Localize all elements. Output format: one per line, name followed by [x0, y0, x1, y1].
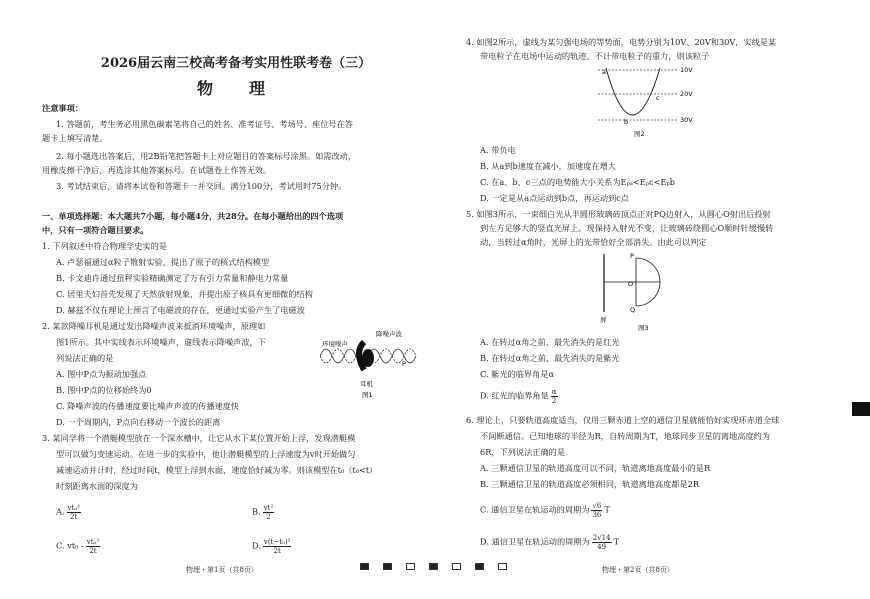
q1-option-a: A. 卢瑟福通过α粒子散射实验，提出了原子的核式结构模型	[56, 257, 270, 267]
fig2-label-20v: 20V	[680, 90, 693, 98]
q6-stem: 不间断通信。已知地球的半径为R，自转周期为T，地球同步卫星的离地高度约为	[480, 431, 771, 441]
fig1-label-ambient: 环境噪声	[322, 340, 348, 348]
q2-option-d: D. 一个周期内，P点向右移动一个波长的距离	[56, 417, 221, 427]
q2-stem: 图1所示。其中实线表示环境噪声，虚线表示降噪声波，下	[56, 337, 266, 347]
fig1-label-p: P	[402, 360, 406, 368]
q4-option-c: C. 在a、b、c三点的电势能大小关系为Eₚₐ<Eₚc<Eₚb	[480, 177, 675, 187]
fig1-label-earphone: 耳机	[360, 380, 373, 388]
right-page	[466, 0, 838, 599]
q3-option-b: B. $\frac{\text{vt²}}{2}$	[252, 504, 274, 521]
q5-stem: 5. 如图3所示，一束细白光从半圆形玻璃砖顶点正对PQ边射入，从圆心O射出后投射	[466, 209, 771, 219]
notice-line: 1. 答题前，考生务必用黑色碳素笔将自己的姓名、准考证号、考场号、座位号在答	[56, 119, 353, 129]
q1-stem: 1. 下列叙述中符合物理学史实的是	[42, 241, 168, 251]
q3-stem: 时刻距离水面的深度为	[56, 481, 138, 491]
q6-option-d: D. 通信卫星在轨运动的周期为 $\frac{2√14}{49}$ T	[480, 534, 620, 551]
q3-stem: 3. 某同学将一个潜艇模型放在一个深水槽中，让它从水下某位置开始上浮，发现潜艇模	[42, 433, 356, 443]
q3-stem: 减速运动并计时，经过时间t，模型上浮到水面，速度恰好减为零。则该模型在t₀（t₀<t）	[56, 465, 378, 475]
q2-stem: 2. 某款降噪耳机是通过发出降噪声波来抵消环境噪声，原理如	[42, 321, 266, 331]
q3-stem: 型可以做匀变速运动。在进一步的实验中，他让潜艇模型的上浮速度为v时开始做匀	[56, 449, 356, 459]
q5-stem: 到左方足够大的竖直光屏上。现保持入射光不变，让玻璃砖绕圆心O顺时针缓慢转	[480, 223, 774, 233]
q6-option-c: C. 通信卫星在轨运动的周期为 $\frac{√6}{36}$ T	[480, 502, 610, 519]
subject-title: 物 理	[196, 79, 275, 98]
q4-option-d: D. 一定是从a点运动到b点，再运动到c点	[480, 193, 629, 203]
q2-option-c: C. 降噪声波的传播速度要比噪声声波的传播速度快	[56, 401, 240, 411]
notice-line: 3. 考试结束后，请将本试卷和答题卡一并交回。满分100分，考试用时75分钟。	[56, 181, 347, 191]
left-page	[36, 0, 436, 599]
q4-stem: 4. 如图2所示，虚线为某匀强电场的等势面，电势分别为10V、20V和30V，实线是某	[466, 37, 777, 47]
notice-line: 用橡皮擦干净后，再选涂其他答案标号。在试题卷上作答无效。	[42, 165, 272, 175]
edge-tab-marker	[852, 402, 870, 416]
fig2-point-b: b	[624, 118, 629, 126]
q1-option-d: D. 赫兹不仅在理论上预言了电磁波的存在，更通过实验产生了电磁波	[56, 305, 305, 315]
q5-option-d: D. 红光的临界角是 $\frac{\alpha}{2}$	[480, 388, 557, 405]
footer-page-1: 物理・第1页（共8页）	[186, 566, 258, 574]
fig2-point-c: c	[656, 94, 660, 102]
q6-stem: 6. 理论上，只要轨道高度适当，仅用三颗赤道上空的通信卫星就能恰好实现环赤道全球	[466, 415, 780, 425]
q5-option-a: A. 在转过α角之前，最先消失的是红光	[480, 337, 620, 347]
fig2-label-10v: 10V	[680, 66, 693, 74]
fig1-label-noise-cancel: 降噪声波	[376, 330, 402, 338]
q1-option-b: B. 卡文迪许通过扭秤实验精确测定了万有引力常量和静电力常量	[56, 273, 289, 283]
notice-heading: 注意事项：	[42, 103, 83, 113]
notice-line: 2. 每小题选出答案后，用2B铅笔把答题卡上对应题目的答案标号涂黑。如需改动，	[56, 151, 357, 161]
fig1-caption: 图1	[362, 391, 373, 399]
fig3-label-screen: 屏	[600, 316, 607, 324]
figure-1-earphone-waves	[320, 328, 430, 400]
fig2-caption: 图2	[634, 130, 645, 138]
fig3-label-p: P	[630, 252, 634, 260]
q5-option-b: B. 在转过α角之前，最先消失的是紫光	[480, 353, 620, 363]
figure-3-semicircle-glass	[594, 250, 694, 332]
q2-option-b: B. 图中P点的位移始终为0	[56, 385, 152, 395]
q5-stem: 动，当转过α角时，光屏上的光带恰好全部消失。由此可以判定	[480, 237, 707, 247]
q1-option-c: C. 居里夫妇首先发现了天然放射现象，并提出原子核具有更细微的结构	[56, 289, 313, 299]
q3-option-c: C. vt₀ - $\frac{\text{vt₀²}}{2t}$	[56, 538, 100, 555]
q2-stem: 列说法正确的是	[56, 353, 114, 363]
notice-line: 题卡上填写清楚。	[42, 133, 108, 143]
section-heading: 中，只有一项符合题目要求。	[42, 225, 149, 235]
q6-option-a: A. 三颗通信卫星的轨道高度可以不同，轨道离地高度最小的是R	[480, 463, 711, 473]
q6-stem: 6R，下列说法正确的是	[480, 447, 566, 457]
section-heading: 一、单项选择题：本大题共7小题，每小题4分，共28分。在每小题给出的四个选项	[42, 211, 344, 221]
q2-option-a: A. 图中P点为振动加强点	[56, 369, 147, 379]
q6-option-b: B. 三颗通信卫星的轨道高度必须相同，轨道离地高度都是2R	[480, 479, 700, 489]
q4-stem: 带电粒子在电场中运动的轨迹。不计带电粒子的重力，则该粒子	[480, 51, 710, 61]
q4-option-a: A. 带负电	[480, 145, 516, 155]
q3-option-a: A. $\frac{\text{vt₀²}}{2t}$	[56, 504, 80, 521]
figure-2-equipotential	[594, 62, 704, 138]
q4-option-b: B. 从a到b速度在减小，加速度在增大	[480, 161, 616, 171]
fig3-caption: 图3	[638, 324, 649, 332]
fig3-label-q: Q	[630, 306, 636, 314]
fig3-label-o: O	[628, 280, 634, 288]
q5-option-c: C. 紫光的临界角是α	[480, 369, 555, 379]
exam-title: 2026届云南三校高考备考实用性联考卷（三）	[100, 56, 372, 71]
q3-option-d: D. $\frac{\text{v(t−t₀)²}}{2t}$	[252, 538, 291, 555]
fig2-point-a: a	[602, 68, 606, 76]
fig2-label-30v: 30V	[680, 116, 693, 124]
footer-page-2: 物理・第2页（共8页）	[602, 566, 674, 574]
